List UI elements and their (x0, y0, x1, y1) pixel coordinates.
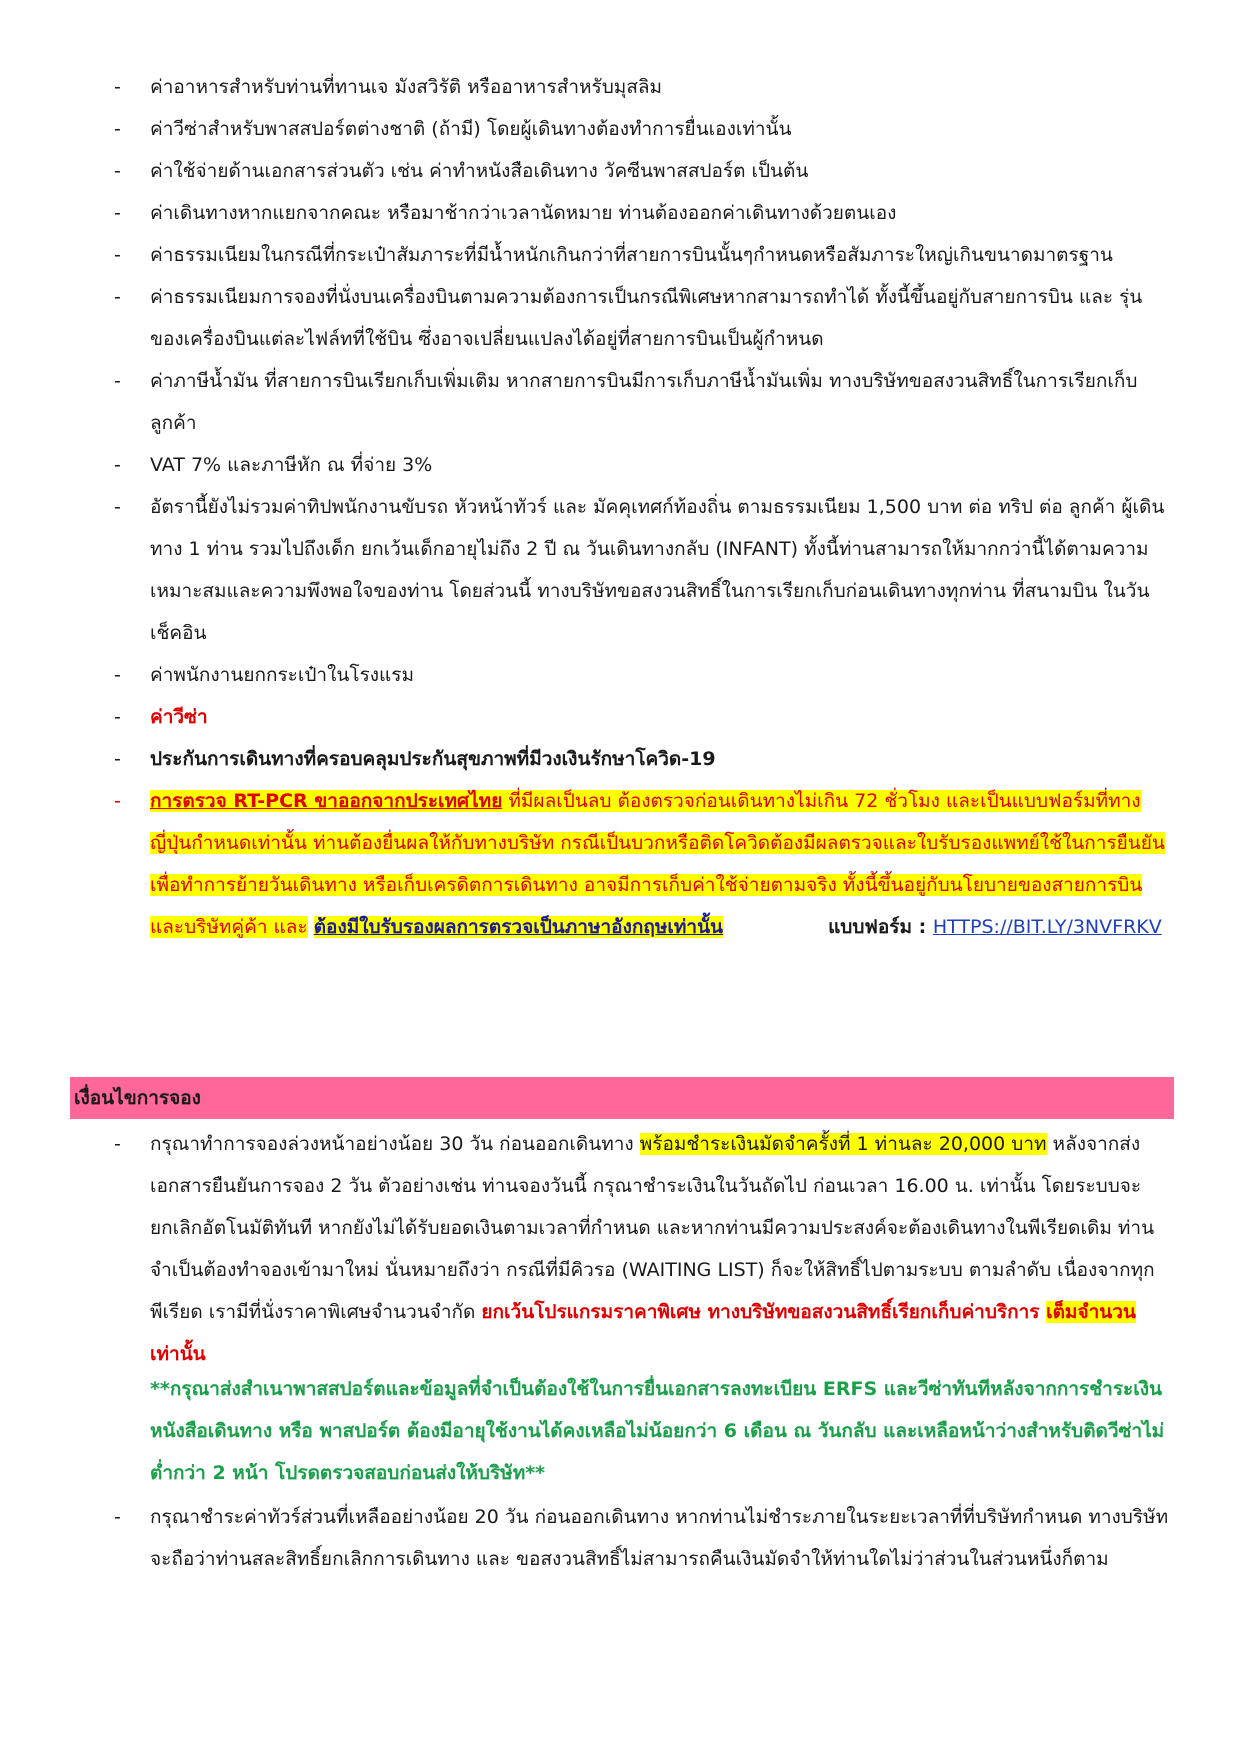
insurance-text: ประกันการเดินทางที่ครอบคลุมประกันสุขภาพที่มีวงเงินรักษาโควิด-19 (150, 748, 716, 770)
bullet-dash: - (114, 118, 121, 140)
list-item (0, 150, 1241, 192)
only-text: เท่านั้น (150, 1343, 206, 1365)
item-text: ค่าพนักงานยกกระเป๋าในโรงแรม (150, 664, 415, 686)
list-item (0, 360, 1241, 444)
bullet-dash: - (114, 664, 121, 686)
visa-fee-text: ค่าวีซ่า (150, 706, 208, 728)
list-item-deposit (0, 1123, 1241, 1375)
list-item (0, 276, 1241, 360)
item-text: ค่าธรรมเนียมในกรณีที่กระเป๋าสัมภาระที่มีน้ำหนักเกินกว่าที่สายการบินนั้นๆกำหนดหรือสัมภาระใหญ่เกินขนาดมาตรฐาน (150, 244, 1113, 266)
bullet-dash: - (114, 790, 121, 812)
passport-note: **กรุณาส่งสำเนาพาสสปอร์ตและข้อมูลที่จำเป็นต้องใช้ในการยื่นเอกสารลงทะเบียน ERFS และวีซ่าทันทีหลังจากการชำระเงิน หนังสือเดินทาง หรือ พาสปอร์ต ต้องมีอายุใช้งานได้คงเหลือไม่น้อยกว่า 6 เดือน ณ วันกลับ และเหลือหน้าว่างสำหรับติดวีซ่าไม่ต่ำกว่า 2 หน้า โปรดตรวจสอบก่อนส่งให้บริษัท** (150, 1378, 1165, 1484)
item-text: VAT 7% และภาษีหัก ณ ที่จ่าย 3% (150, 454, 433, 476)
list-item (0, 192, 1241, 234)
booking-conditions-list (0, 1123, 1241, 1375)
bullet-dash: - (114, 1506, 121, 1528)
bullet-dash: - (114, 706, 121, 728)
list-item (0, 108, 1241, 150)
list-item (0, 234, 1241, 276)
booking-conditions-list-2 (0, 1496, 1241, 1580)
item-text: ค่าเดินทางหากแยกจากคณะ หรือมาช้ากว่าเวลานัดหมาย ท่านต้องออกค่าเดินทางด้วยตนเอง (150, 202, 897, 224)
deposit-highlight: พร้อมชำระเงินมัดจำครั้งที่ 1 ท่านละ 20,000 บาท (639, 1133, 1047, 1155)
item-text: ค่าธรรมเนียมการจองที่นั่งบนเครื่องบินตามความต้องการเป็นกรณีพิเศษหากสามารถทำได้ ทั้งนี้ขึ้นอยู่กับสายการบิน และ รุ่นของเครื่องบินแต่ละไฟล์ทที่ใช้บิน ซึ่งอาจเปลี่ยนแปลงได้อยู่ที่สายการบินเป็นผู้กำหนด (150, 286, 1143, 350)
list-item (0, 654, 1241, 696)
list-item (0, 486, 1241, 654)
form-label: แบบฟอร์ม : (828, 916, 933, 938)
form-link[interactable]: HTTPS://BIT.LY/3NVFRKV (932, 916, 1162, 938)
bullet-dash: - (114, 76, 121, 98)
section-header-booking-conditions: เงื่อนไขการจอง (70, 1077, 1174, 1119)
list-item-balance (0, 1496, 1241, 1580)
bullet-dash: - (114, 202, 121, 224)
bullet-dash: - (114, 160, 121, 182)
balance-text: กรุณาชำระค่าทัวร์ส่วนที่เหลืออย่างน้อย 20 วัน ก่อนออกเดินทาง หากท่านไม่ชำระภายในระยะเวลาที่ที่บริษัทกำหนด ทางบริษัทจะถือว่าท่านสละสิทธิ์ยกเลิกการเดินทาง และ ขอสงวนสิทธิ์ไม่สามารถคืนเงินมัดจำให้ท่านใดไม่ว่าส่วนในส่วนหนึ่งก็ตาม (150, 1506, 1169, 1570)
list-item (0, 66, 1241, 108)
rtpcr-label: การตรวจ RT-PCR ขาออกจากประเทศไทย (150, 790, 503, 812)
list-item-insurance (0, 738, 1241, 780)
rtpcr-body: ที่มีผลเป็นลบ ต้องตรวจก่อนเดินทางไม่เกิน 72 ชั่วโมง และเป็นแบบฟอร์มที่ทางญี่ปุ่นกำหนดเท่านั้น ท่านต้องยื่นผลให้กับทางบริษัท กรณีเป็นบวกหรือติดโควิดต้องมีผลตรวจและใบรับรองแพทย์ใช้ในการยืนยัน เพื่อทำการย้ายวันเดินทาง หรือเก็บเครดิตการเดินทาง อาจมีการเก็บค่าใช้จ่ายตามจริง ทั้งนี้ขึ้นอยู่กับนโยบายของสายการบินและบริษัทคู่ค้า และ (150, 790, 1165, 938)
item-text: ค่าอาหารสำหรับท่านที่ทานเจ มังสวิรัติ หรืออาหารสำหรับมุสลิม (150, 76, 663, 98)
full-amount-highlight: เต็มจำนวน (1046, 1301, 1136, 1323)
bullet-dash: - (114, 1133, 121, 1155)
bullet-dash: - (114, 244, 121, 266)
bullet-dash: - (114, 454, 121, 476)
list-item-visa (0, 696, 1241, 738)
list-item (0, 444, 1241, 486)
bullet-dash: - (114, 370, 121, 392)
special-program-text: ยกเว้นโปรแกรมราคาพิเศษ ทางบริษัทขอสงวนสิทธิ์เรียกเก็บค่าบริการ (481, 1301, 1047, 1323)
item-text: ค่าใช้จ่ายด้านเอกสารส่วนตัว เช่น ค่าทำหนังสือเดินทาง วัคซีนพาสสปอร์ต เป็นต้น (150, 160, 809, 182)
item-text: ค่าภาษีน้ำมัน ที่สายการบินเรียกเก็บเพิ่มเติม หากสายการบินมีการเก็บภาษีน้ำมันเพิ่ม ทางบริษัทขอสงวนสิทธิ์ในการเรียกเก็บลูกค้า (150, 370, 1138, 434)
bullet-dash: - (114, 748, 121, 770)
exclusions-list (0, 66, 1241, 948)
rtpcr-cert-requirement: ต้องมีใบรับรองผลการตรวจเป็นภาษาอังกฤษเท่านั้น (313, 916, 724, 938)
list-item-rtpcr (0, 780, 1241, 948)
bullet-dash: - (114, 496, 121, 518)
bullet-dash: - (114, 286, 121, 308)
item-text: ค่าวีซ่าสำหรับพาสสปอร์ตต่างชาติ (ถ้ามี) โดยผู้เดินทางต้องทำการยื่นเองเท่านั้น (150, 118, 792, 140)
item-text: อัตรานี้ยังไม่รวมค่าทิปพนักงานขับรถ หัวหน้าทัวร์ และ มัคคุเทศก์ท้องถิ่น ตามธรรมเนียม 1,500 บาท ต่อ ทริป ต่อ ลูกค้า ผู้เดินทาง 1 ท่าน รวมไปถึงเด็ก ยกเว้นเด็กอายุไม่ถึง 2 ปี ณ วันเดินทางกลับ (INFANT) ทั้งนี้ท่านสามารถให้มากกว่านี้ได้ตามความเหมาะสมและความพึงพอใจของท่าน โดยส่วนนี้ ทางบริษัทขอสงวนสิทธิ์ในการเรียกเก็บก่อนเดินทางทุกท่าน ที่สนามบิน ในวันเช็คอิน (150, 496, 1165, 644)
deposit-text-b: หลังจากส่งเอกสารยืนยันการจอง 2 วัน ตัวอย่างเช่น ท่านจองวันนี้ กรุณาชำระเงินในวันถัดไป ก่อนเวลา 16.00 น. เท่านั้น โดยระบบจะยกเลิกอัตโนมัติทันที หากยังไม่ได้รับยอดเงินตามเวลาที่กำหนด และหากท่านมีความประสงค์จะต้องเดินทางในพีเรียดเดิม ท่านจำเป็นต้องทำจองเข้ามาใหม่ นั่นหมายถึงว่า กรณีที่มีคิวรอ (WAITING LIST) ก็จะให้สิทธิ์ไปตามระบบ ตามลำดับ เนื่องจากทุกพีเรียด เรามีที่นั่งราคาพิเศษจำนวนจำกัด (150, 1133, 1155, 1323)
deposit-text-a: กรุณาทำการจองล่วงหน้าอย่างน้อย 30 วัน ก่อนออกเดินทาง (150, 1133, 640, 1155)
